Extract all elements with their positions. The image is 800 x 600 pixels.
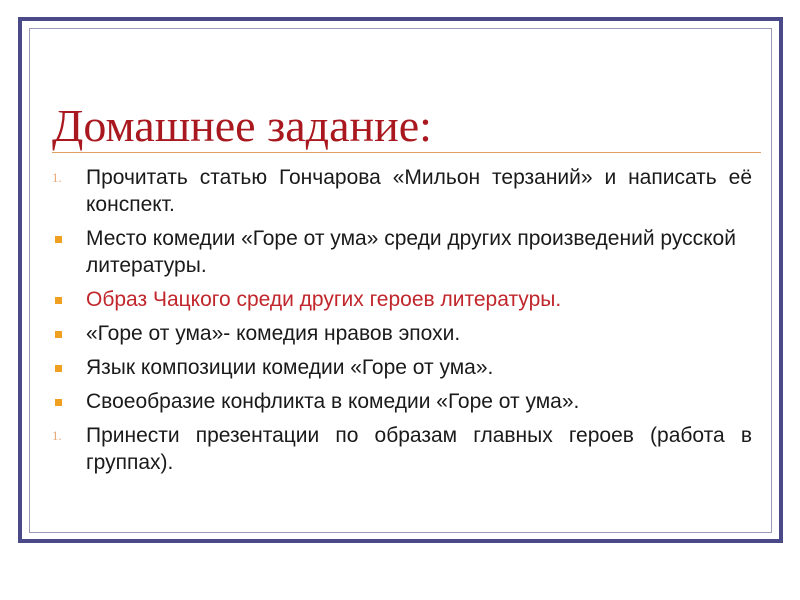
list-item: [52, 225, 752, 279]
square-bullet-icon: [52, 286, 86, 313]
list-item: [52, 388, 752, 415]
number-marker: [52, 164, 86, 191]
number-marker: [52, 422, 86, 449]
number-marker-label: 1.: [52, 170, 62, 185]
list-item-text-highlighted: Образ Чацкого среди других героев литературы.: [86, 288, 562, 311]
slide-title: Домашнее задание:: [52, 100, 432, 151]
number-marker-label: 1.: [52, 428, 62, 443]
title-underline: [52, 152, 761, 153]
square-bullet-icon: [52, 320, 86, 347]
list-item-text: Принести презентации по образам главных героев (работа в группах).: [86, 424, 752, 474]
list-item: [52, 320, 752, 347]
list-item: [52, 286, 752, 313]
square-bullet-icon: [52, 225, 86, 252]
list-item-text: «Горе от ума»- комедия нравов эпохи.: [86, 322, 461, 345]
list-item: [52, 354, 752, 381]
list-item-text: Прочитать статью Гончарова «Мильон терзаний» и написать её конспект.: [86, 166, 752, 216]
square-bullet-icon: [52, 354, 86, 381]
list-item: [52, 422, 752, 476]
list-item: [52, 164, 752, 218]
square-bullet-icon: [52, 388, 86, 415]
homework-list: [52, 164, 752, 483]
list-item-text: Язык композиции комедии «Горе от ума».: [86, 356, 494, 379]
list-item-text: Своеобразие конфликта в комедии «Горе от ума».: [86, 390, 580, 413]
list-item-text: Место комедии «Горе от ума» среди других произведений русской литературы.: [86, 227, 736, 277]
